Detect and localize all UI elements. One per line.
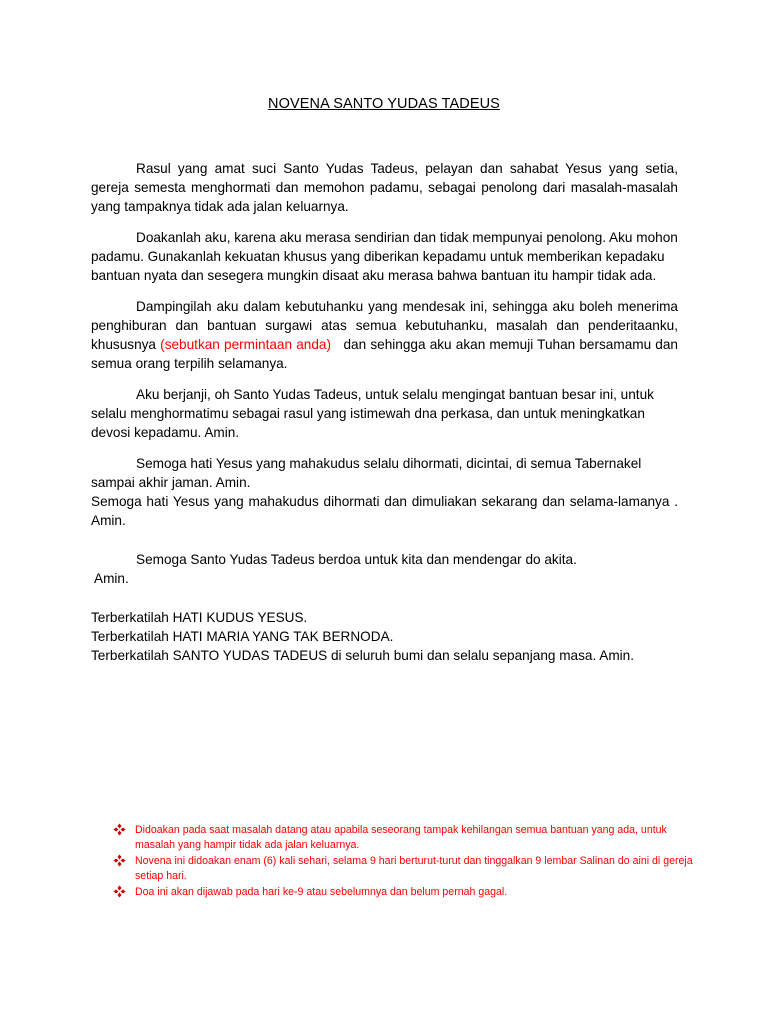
paragraph-3 [91,297,678,373]
paragraph-6: Semoga hati Yesus yang mahakudus dihormati dan dimuliakan sekarang dan selama-lamanya . Amin. [91,494,678,528]
note-item-1 [113,823,703,853]
paragraph-3-text-after: dan sehingga aku akan memuji Tuhan bersamamu dan semua orang terpilih selamanya. [91,337,678,371]
note-item-3 [113,885,703,900]
document-title: NOVENA SANTO YUDAS TADEUS [268,96,500,112]
paragraph-3-text-before: Dampingilah aku dalam kebutuhanku yang mendesak ini, sehingga aku boleh menerima penghiburan dan bantuan surgawi atas semua kebutuhanku, masalah dan penderitaanku, khususnya [91,299,678,352]
request-placeholder-red: (sebutkan permintaan anda) [160,337,331,352]
note-text-2: Novena ini didoakan enam (6) kali sehari, selama 9 hari berturut-turut dan tinggalkan 9 lembar Salinan do aini di gereja setiap hari. [135,855,693,882]
note-text-3: Doa ini akan dijawab pada hari ke-9 atau sebelumnya dan belum pernah gagal. [135,886,508,898]
four-diamond-bullet-icon [113,854,126,867]
paragraph-1: Rasul yang amat suci Santo Yudas Tadeus, pelayan dan sahabat Yesus yang setia, gereja semesta menghormati dan memohon padamu, sebagai penolong dari masalah-masalah yang tampaknya tidak ada jalan keluarnya. [91,161,678,214]
paragraph-7 [91,550,678,588]
closing-line-1: Terberkatilah HATI KUDUS YESUS. [91,610,308,625]
paragraph-5: Semoga hati Yesus yang mahakudus selalu dihormati, dicintai, di semua Tabernakel sampai akhir jaman. Amin. [91,456,642,490]
note-item-2 [113,854,703,884]
paragraph-7-amin: Amin. [94,571,129,586]
closing-line-2: Terberkatilah HATI MARIA YANG TAK BERNODA. [91,629,394,644]
closing-line-3: Terberkatilah SANTO YUDAS TADEUS di seluruh bumi dan selalu sepanjang masa. Amin. [91,648,635,663]
paragraph-4: Aku berjanji, oh Santo Yudas Tadeus, untuk selalu mengingat bantuan besar ini, untuk selalu menghormatimu sebagai rasul yang istimewah dna perkasa, dan untuk meningkatkan devosi kepadamu. Amin. [91,387,654,440]
four-diamond-bullet-icon [113,885,126,898]
paragraph-7-text: Semoga Santo Yudas Tadeus berdoa untuk kita dan mendengar do akita. [136,552,577,567]
note-text-1: Didoakan pada saat masalah datang atau apabila seseorang tampak kehilangan semua bantuan yang ada, untuk masalah yang hampir tidak ada jalan keluarnya. [135,824,667,851]
prayer-body [91,159,678,665]
four-diamond-bullet-icon [113,823,126,836]
paragraph-2: Doakanlah aku, karena aku merasa sendirian dan tidak mempunyai penolong. Aku mohon padamu. Gunakanlah kekuatan khusus yang diberikan kepadamu untuk memberikan kepadaku bantuan nyata dan sesegera mungkin disaat aku merasa bahwa bantuan itu hampir tidak ada. [91,230,678,283]
instruction-notes [113,823,703,901]
closing-blessings [91,608,678,665]
